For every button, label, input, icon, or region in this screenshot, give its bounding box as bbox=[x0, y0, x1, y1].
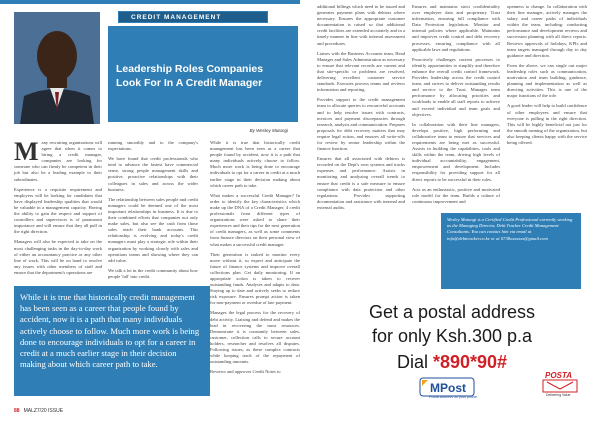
paragraph: Ensures that all associated with debtors is recorded on the Dept's own systems and tracks expenses and performance. Assists in monitoring and analyzing overall trends to ensure that credit is a safe measure to ensure compliance with data protection and other regulations. Provides supporting documentation and assistance with internal and external audits. bbox=[317, 156, 405, 210]
article-headline: Leadership Roles Companies Look For In A Credit Manager bbox=[116, 63, 264, 89]
paragraph: Acts as an enthusiastic, positive and motivated role model for the team. Builds a culture of continuous improvement and bbox=[412, 186, 500, 204]
author-bio: Wesley Mutungi is a Certified Credit Professional currently working as the Managing Director, Debt Tracker Credit Management Consultants. You can contact him via email at info@debttracker.co.ke or at 0738xxxxxxx@gmail.com bbox=[447, 217, 573, 241]
paragraph: What makes a successful Credit Manager? In order to identify the key characteristics which make up the DNA of a Credit Manager, 4 credit professionals from different types of organizations were asked to share their experiences and their tips for the next generation of credit managers, as well as some comments from finance directors on their personal view of what makes a successful credit manager. bbox=[210, 192, 300, 247]
paragraph: Provides support to the credit management team to allocate queries to resourceful accounts and to help resolve issues with contracts, invoices and payment discrepancies through research, analysis and communication. Prepares proposals for debt recovery matters that may require legal action, and ensures all write-offs for review by senior leadership within the finance function. bbox=[317, 97, 405, 152]
ad-headline-line2: for only Ksh.300 p.a bbox=[371, 326, 533, 346]
paragraph: From the above, we can single out major leadership roles such as communication, motivation and team building, guidance, planning and implementation as well as directing activities. This is one of the major functions of the role. bbox=[507, 62, 587, 99]
mpost-brand: MPost bbox=[430, 381, 466, 395]
top-accent-bar bbox=[0, 0, 300, 4]
article-column-2 bbox=[108, 140, 198, 284]
paragraph: any recruiting organizations will agree that when it comes to hiring a credit manager, companies are looking for someone who can firmly be competent in their job but also be a leading example to their subordinates. bbox=[14, 140, 102, 182]
ad-headline-line1: Get a postal address bbox=[368, 302, 536, 322]
posta-brand: POSTA bbox=[545, 371, 572, 380]
paragraph: In collaboration with their line managers, develops positive, high performing and collaborative team to ensure that services and requirements are being met as successful. Assists in building the capabilities, tools and skills within the team, driving high levels of individual accountability, engagement, empowerment and development. Includes responsibility for providing support for all direct reports to be successful in their roles. bbox=[412, 121, 500, 182]
paragraph: Reviews and approves Credit Notes to bbox=[210, 369, 281, 375]
paragraph: The relationship between sales people and credit managers could be deemed one of the most important relationships in business. It is due to their combined efforts that companies not only make sales, but also see the cash from those sales reach their bank accounts. This relationship is evolving and today's credit managers must play a strategic role within their organization by working closely with sales and operations teams and showing where they can add value. bbox=[108, 196, 198, 263]
ad-dial-prefix: Dial bbox=[396, 352, 433, 372]
posta-tagline: Delivering Value bbox=[546, 393, 571, 397]
paragraph: A good leader will help to build confidence of other employees and ensure that everyone is pulling in the right direction. This will be highly beneficial not just for the smooth running of the organization, but also keeping clients happy with the service being offered. bbox=[507, 103, 587, 145]
ad-dial-code: *890*90# bbox=[432, 352, 508, 372]
paragraph: Managers will also be expected to take on the most challenging tasks in the day-to-day work of either an accountancy practice or any other line of work. This will be on hand to resolve any issues with other members of staff and ensure that the department's operations are bbox=[14, 239, 102, 275]
page-number: 88 bbox=[14, 408, 20, 414]
page-footer bbox=[14, 408, 63, 414]
paragraph: additional billings which need to be issued and generates payment plans with debtors where necessary. Ensures the appropriate customer documentation is raised so that additional credit facilities are extended accurately and in a timely manner in line with internal assessment and procedures. bbox=[317, 4, 405, 46]
paragraph: Liaises with the Business Accounts team, Head Manager and Sales Administration as necessary to ensure that relevant records are current and that site-specific or problems are resolved, delivering excellent customer service standards. Executes process teams and reviews information and reporting. bbox=[317, 50, 405, 93]
author-photo bbox=[14, 12, 100, 124]
issue-label: MALZ7/20 ISSUE bbox=[23, 408, 64, 414]
paragraph: We talk a lot in the credit community about how people 'fall' into credit. bbox=[108, 267, 198, 279]
article-column-1 bbox=[14, 137, 102, 280]
paragraph: running smoothly and to the company's expectations. bbox=[108, 140, 198, 152]
paragraph: Experience is a requisite requirement and employers will be looking for candidates that have displayed leadership qualities that would be valuable in a management capacity. Having the ability to gain the respect and support of controllers and supervisors is of paramount importance and will ensure that they all pull in the right direction. bbox=[14, 186, 102, 235]
pull-quote: While it is true that historically credit management has been seen as a career that people found by accident, now it is a path that many individuals actively choose to follow. Much more work is being done to encourage individuals to opt for a career in credit at a much earlier stage in their decision making about which career path to take. bbox=[20, 292, 200, 370]
paragraph: openness to change. In collaboration with their line manager, actively manages the salary and career paths of individuals within the team, including: conducting performance and development reviews and succession planning with all direct reports. Reviews approvals of holidays, KPIs and team targets managed through day to day guidance and direction. bbox=[507, 4, 587, 58]
article-column-4 bbox=[317, 4, 405, 290]
drop-cap: M bbox=[14, 137, 39, 166]
mpost-tagline: Postal Address on your phone bbox=[429, 395, 477, 399]
paragraph: Proactively challenges current processes to identify opportunities to simplify and therefore enhance the overall credit control framework. Provides leadership across the credit control team, and strives to deliver outstanding results and service to the Trust. Manages team performance by allocating priorities and workloads to enable all staff reports to achieve and exceed individual and team goals and objectives. bbox=[412, 56, 500, 117]
paragraph: Their generation is tasked to monitor every move without it, so expect and anticipate the future of finance systems and improve overall collections plan. Get daily monitoring. If an appropriate action is taken to recover outstanding funds. Analyses and adapts to data. Staying up to date and actively seeks to reduce risk exposure. Ensures prompt action is taken for non-payment or overdue of late payment. bbox=[210, 251, 300, 306]
article-column-6 bbox=[507, 4, 587, 209]
ad-dial-line bbox=[317, 352, 587, 372]
paragraph: Manages the legal process for the recovery of debt activity. Liaising and defend and makes the lead in recovering the most resources. Demonstrate it is constantly between sales, customer, collection calls to secure account holders, researcher and resolves all disputes. Following issues, as these complex contracts while keeping track of the repayment of outstanding amounts. bbox=[210, 310, 300, 365]
paragraph: Ensures and maintains strict confidentiality over employee data and proprietary Trust information, ensuring full compliance with Data Protection legislation. Monitor and internal policies where applicable. Maintains and improves credit control and debt recovery processes, ensuring compliance with all applicable laws and regulations. bbox=[412, 4, 500, 52]
article-column-3 bbox=[210, 140, 300, 402]
section-label: CREDIT MANAGEMENT bbox=[118, 11, 268, 23]
paragraph: We have found that credit professionals who tend to advance the fastest have commercial sense, strong people management skills and positive, proactive relationships with their colleagues in sales and across the wider business. bbox=[108, 156, 198, 192]
byline: By Wesley Mutungi bbox=[249, 128, 288, 133]
paragraph: While it is true that historically credit management has been seen as a career that people found by accident, now it is a path that many individuals actively choose to follow. Much more work is being done to encourage individuals to opt for a career in credit at a much earlier stage in their decision making about which career path to take. bbox=[210, 140, 300, 188]
